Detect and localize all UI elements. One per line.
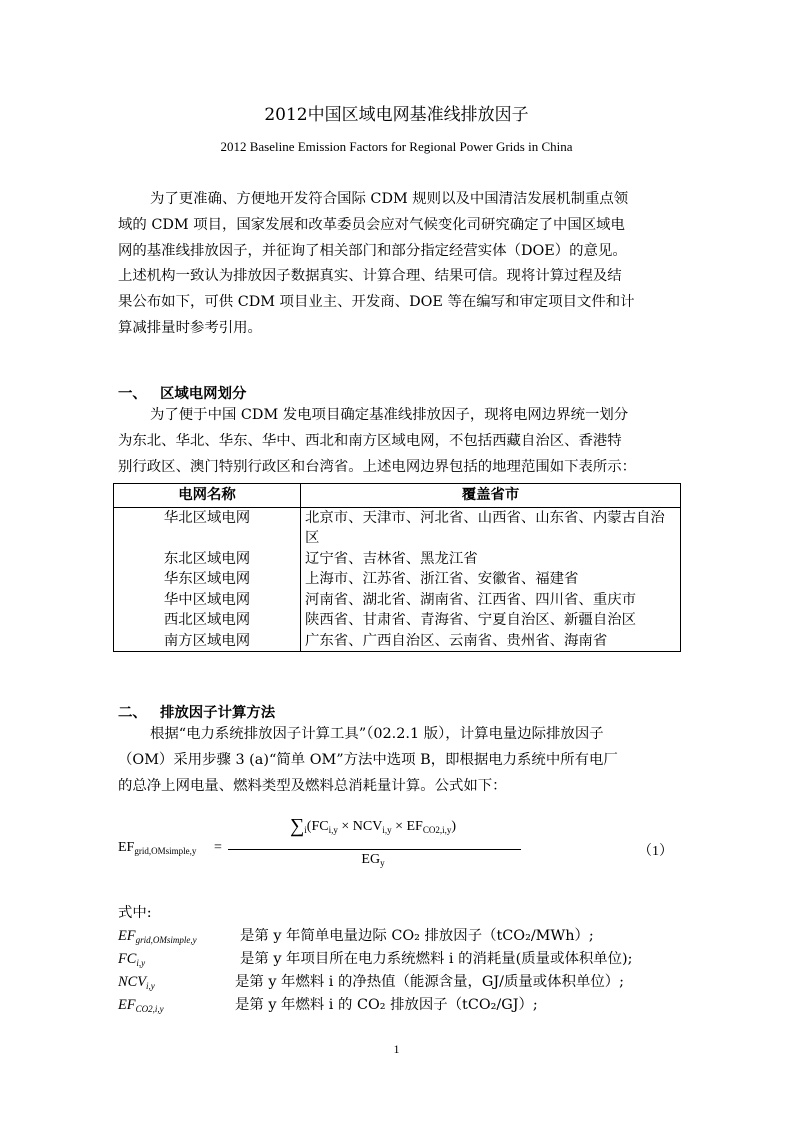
- table-row: [114, 549, 681, 570]
- formula-numerator: $\sum_i(FC_{i,y} \times NCV_{i,y} \times EF_{CO2,i,y})$: [290, 815, 456, 837]
- provinces-cell: 辽宁省、吉林省、黑龙江省: [301, 549, 681, 570]
- intro-line: 算减排量时参考引用。: [118, 319, 262, 336]
- formula-equals: =: [214, 840, 222, 855]
- intro-line: 上述机构一致认为排放因子数据真实、计算合理、结果可信。现将计算过程及结: [118, 268, 622, 285]
- definition-symbol: $NCV_{i,y}$: [118, 974, 155, 991]
- fraction-line: [228, 849, 521, 850]
- grid-name-cell: 东北区域电网: [114, 549, 301, 570]
- table-row: [114, 631, 681, 652]
- grid-name-cell: 华北区域电网: [114, 507, 301, 549]
- definition-symbol: $EF_{grid,OMsimple,y}$: [118, 928, 197, 945]
- section-title: 排放因子计算方法: [160, 704, 276, 721]
- section-title: 区域电网划分: [160, 385, 247, 402]
- section2-line: 根据“电力系统排放因子计算工具”（02.2.1 版），计算电量边际排放因子: [150, 726, 604, 742]
- grid-name-cell: 西北区域电网: [114, 610, 301, 631]
- where-label: 式中:: [118, 905, 152, 921]
- section2-paragraph: [118, 722, 680, 799]
- definition-text: 是第 y 年燃料 i 的 CO₂ 排放因子（tCO₂/GJ）;: [235, 997, 538, 1013]
- section1-paragraph: [118, 403, 680, 480]
- formula-denominator: $EG_y$: [361, 852, 385, 868]
- variable-definitions: [118, 902, 680, 1017]
- table-header-cell: 电网名称: [114, 484, 301, 508]
- grid-regions-table: [113, 483, 681, 652]
- section1-line: 为东北、华北、华东、华中、西北和南方区域电网，不包括西藏自治区、香港特: [118, 432, 622, 449]
- section1-line: 为了便于中国 CDM 发电项目确定基准线排放因子，现将电网边界统一划分: [150, 407, 629, 423]
- provinces-cell: 陕西省、甘肃省、青海省、宁夏自治区、新疆自治区: [301, 610, 681, 631]
- grid-name-cell: 华中区域电网: [114, 590, 301, 611]
- section-number: 二、: [118, 704, 147, 721]
- section2-line: 的总净上网电量、燃料类型及燃料总消耗量计算。公式如下：: [118, 777, 507, 794]
- page-title: 2012中国区域电网基准线排放因子: [264, 105, 529, 125]
- page-subtitle: 2012 Baseline Emission Factors for Regional Power Grids in China: [220, 139, 573, 154]
- sigma-symbol: ∑: [290, 815, 305, 837]
- intro-line: 域的 CDM 项目，国家发展和改革委员会应对气候变化司研究确定了中国区域电: [118, 216, 625, 233]
- definition-row: [118, 948, 680, 971]
- section1-line: 别行政区、澳门特别行政区和台湾省。上述电网边界包括的地理范围如下表所示：: [118, 458, 637, 475]
- emission-formula: [118, 815, 680, 875]
- provinces-cell: 北京市、天津市、河北省、山西省、山东省、内蒙古自治区: [301, 507, 681, 549]
- table-row: [114, 507, 681, 549]
- intro-line: 网的基准线排放因子，并征询了相关部门和部分指定经营实体（DOE）的意见。: [118, 242, 627, 259]
- section-number: 一、: [118, 385, 147, 402]
- provinces-cell: 河南省、湖北省、湖南省、江西省、四川省、重庆市: [301, 590, 681, 611]
- table-row: [114, 590, 681, 611]
- grid-name-cell: 南方区域电网: [114, 631, 301, 652]
- section-heading-2: [118, 702, 275, 724]
- sigma-index: i: [304, 825, 307, 835]
- definition-row: [118, 971, 680, 994]
- table-row: [114, 610, 681, 631]
- definition-row: [118, 925, 680, 948]
- provinces-cell: 广东省、广西自治区、云南省、贵州省、海南省: [301, 631, 681, 652]
- intro-paragraph: [118, 187, 680, 342]
- table-header-row: [114, 484, 681, 508]
- table-header-cell: 覆盖省市: [301, 484, 681, 508]
- table-row: [114, 569, 681, 590]
- definition-text: 是第 y 年燃料 i 的净热值（能源含量，GJ/质量或体积单位）;: [235, 974, 624, 990]
- provinces-cell: 上海市、江苏省、浙江省、安徽省、福建省: [301, 569, 681, 590]
- section2-line: （OM）采用步骤 3 (a)“简单 OM”方法中选项 B，即根据电力系统中所有电厂: [118, 751, 618, 768]
- page-number: 1: [393, 1042, 400, 1056]
- definition-text: 是第 y 年简单电量边际 CO₂ 排放因子（tCO₂/MWh）;: [240, 928, 594, 944]
- definition-symbol: $EF_{CO2,i,y}$: [118, 997, 164, 1014]
- formula-lhs: $EF_{grid,OMsimple,y}$: [118, 840, 197, 856]
- intro-line: 果公布如下，可供 CDM 项目业主、开发商、DOE 等在编写和审定项目文件和计: [118, 294, 635, 311]
- grid-name-cell: 华东区域电网: [114, 569, 301, 590]
- definition-symbol: $FC_{i,y}$: [118, 951, 146, 968]
- section-heading-1: [118, 383, 246, 405]
- definition-row: [118, 994, 680, 1017]
- definition-text: 是第 y 年项目所在电力系统燃料 i 的消耗量(质量或体积单位);: [240, 951, 633, 967]
- intro-line: 为了更准确、方便地开发符合国际 CDM 规则以及中国清洁发展机制重点领: [150, 191, 629, 207]
- equation-number: （1）: [638, 844, 673, 859]
